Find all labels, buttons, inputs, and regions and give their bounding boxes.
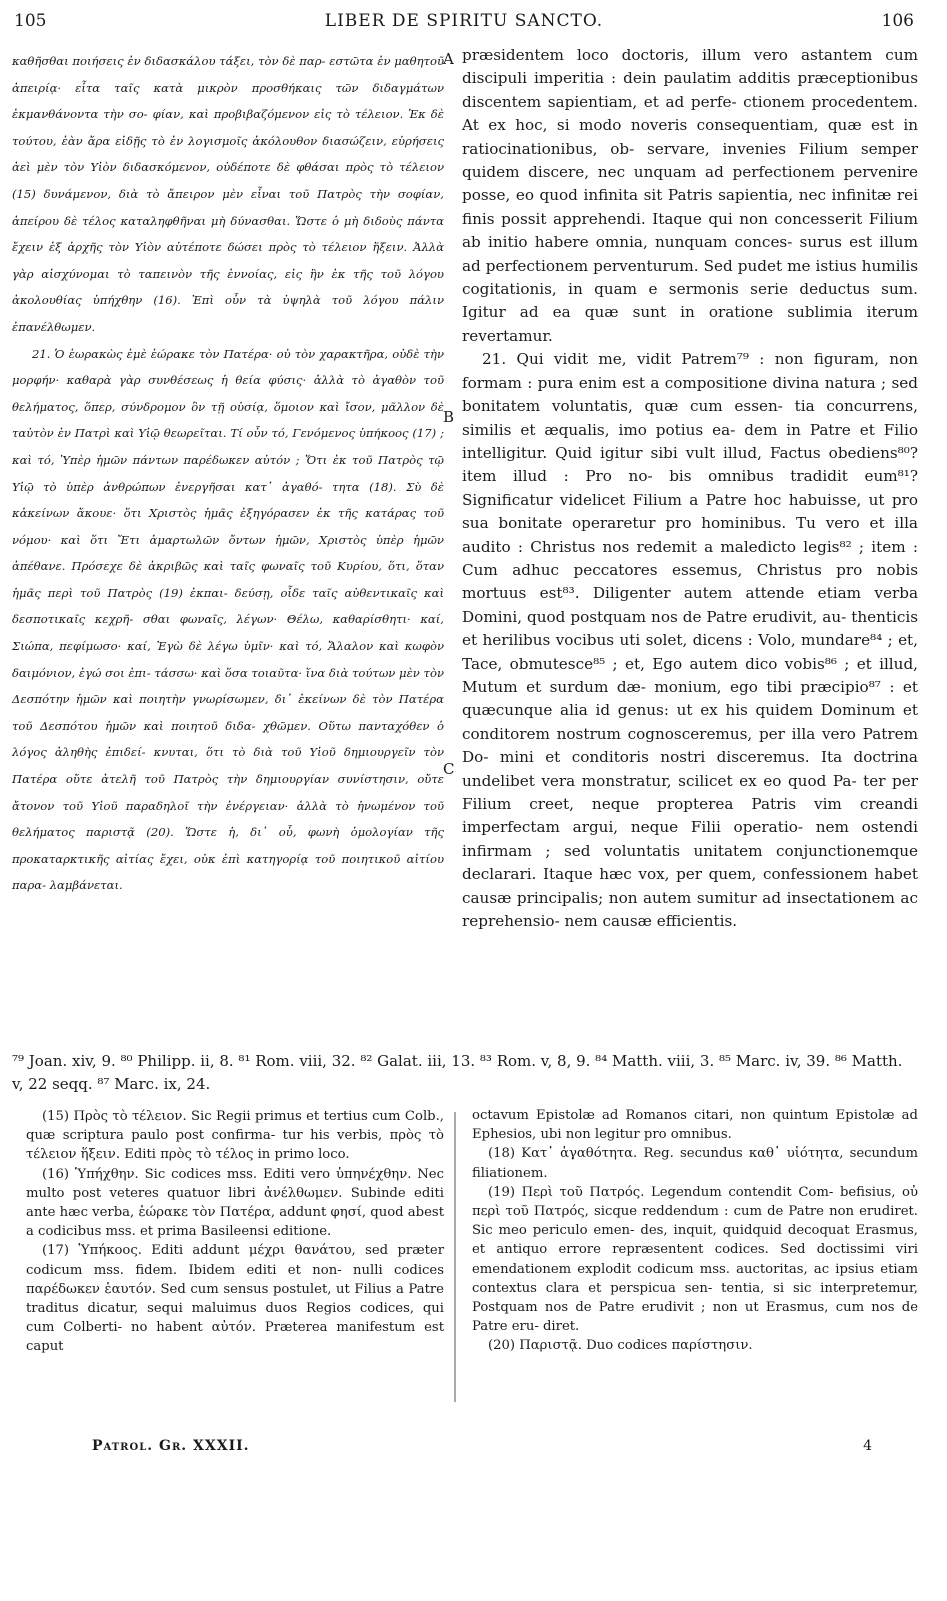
footnote: (20) Παριστᾷ. Duo codices παρίστησιν. [488, 1338, 753, 1354]
page-header [14, 8, 914, 34]
volume-signature: Patrol. Gr. XXXII. [92, 1438, 250, 1454]
margin-letter-a: A [443, 50, 454, 68]
page-number-right: 106 [881, 11, 914, 31]
signature-mark: 4 [863, 1438, 872, 1454]
footnote: octavum Epistolæ ad Romanos citari, non quintum Epistolæ ad Ephesios, ubi non legitur pro omnibus. [472, 1108, 918, 1143]
footnote: (19) Περὶ τοῦ Πατρός. Legendum contendit Com- befisius, οὐ περὶ τοῦ Πατρός, sicque reddendum : cum de Patre non erudiret. Sic meo periculo emen- des, inquit, quidquid decoquat Erasmus, et antiquo errore repræsentent codices. Sed doctissimi viri emendationem explodit codicum mss. auctoritas, ac ipsius etiam contextus clara et perspicua sen- tentia, si sic interpretemur, Postquam nos de Patre erudivit ; non ut Erasmus, cum nos de Patre eru- diret. [472, 1184, 918, 1335]
margin-letter-b: B [443, 408, 455, 426]
column-separator [451, 1112, 459, 1402]
footnote: (18) Κατ᾽ ἀγαθότητα. Reg. secundus καθ᾽ υἱότητα, secundum filiationem. [472, 1146, 918, 1181]
footnotes-left-column [26, 1107, 444, 1357]
latin-paragraph: 21. Qui vidit me, vidit Patrem⁷⁹ : non figuram, non formam : pura enim est a compositione divina natura ; sed bonitatem voluntatis, quæ cum essen- tia concurrens, similis et æqualis, imo potius ea- dem in Patre et Filio intelligitur. Quid igitur sibi vult illud, Factus obediens⁸⁰? item illud : Pro no- bis omnibus tradidit eum⁸¹? Significatur videlicet Filium a Patre hoc habuisse, ut pro sua bonitate operaretur pro hominibus. Tu vero et illa audito : Christus nos redemit a maledicto legis⁸² ; item : Cum adhuc peccatores essemus, Christus pro nobis mortuus est⁸³. Diligenter autem attende etiam verba Domini, quod postquam nos de Patre erudivit, au- thenticis et herilibus vocibus uti solet, dicens : Volo, mundare⁸⁴ ; et, Tace, obmutesce⁸⁵ ; et, Ego autem dico vobis⁸⁶ ; et illud, Mutum et surdum dæ- monium, ego tibi præcipio⁸⁷ : et quæcunque alia id genus: ut ex his quidem Dominum et conditorem nostrum cognosceremus, per illa vero Patrem Do- mini et conditoris nostri disceremus. Ita doctrina undelibet vera monstratur, scilicet ex eo quod Pa- ter per Filium creet, neque propterea Patris vim creandi imperfectam argui, neque Filii operatio- nem ostendi infirmam ; sed voluntatis unitatem conjunctionemque declarari. Itaque hæc vox, per quem, confessionem habet causæ principalis; non autem sumitur ad insectationem ac reprehensio- nem causæ efficientis. [462, 350, 918, 931]
margin-letter-c: C [443, 760, 455, 778]
greek-text-column [12, 48, 444, 899]
footnotes-right-column [472, 1106, 918, 1356]
greek-paragraph: καθῆσθαι ποιήσεις ἐν διδασκάλου τάξει, τὸν δὲ παρ- εστῶτα ἐν μαθητοῦ ἀπειρίᾳ· εἶτα ταῖς κατὰ μικρὸν προσθήκαις τῶν διδαγμάτων ἐκμανθάνοντα τὴν σο- φίαν, καὶ προβιβαζόμενον εἰς τὸ τέλειον. Ἐκ δὲ τούτου, ἐὰν ἄρα εἰδῇς τὸ ἐν λογισμοῖς ἀκόλουθον διασώζειν, εὑρήσεις ἀεὶ μὲν τὸν Υἱὸν διδασκόμενον, οὐδέποτε δὲ φθάσαι πρὸς τὸ τέλειον (15) δυνάμενον, διὰ τὸ ἄπειρον μὲν εἶναι τοῦ Πατρὸς τὴν σοφίαν, ἀπείρου δὲ τέλος καταληφθῆναι μὴ δύνασθαι. Ὥστε ὁ μὴ διδοὺς πάντα ἔχειν ἐξ ἀρχῆς τὸν Υἱὸν αὐτέποτε δώσει πρὸς τὸ τέλειον ἥξειν. Ἀλλὰ γὰρ αἰσχύνομαι τὸ ταπεινὸν τῆς ἐννοίας, εἰς ἣν ἐκ τῆς τοῦ λόγου ἀκολουθίας ὑπήχθην (16). Ἐπὶ οὖν τὰ ὑψηλὰ τοῦ λόγου πάλιν ἐπανέλθωμεν. [12, 54, 444, 334]
page-number-left: 105 [14, 11, 47, 31]
running-title: LIBER DE SPIRITU SANCTO. [324, 11, 604, 31]
latin-paragraph: præsidentem loco doctoris, illum vero astantem cum discipuli imperitia : dein paulatim additis præceptionibus discentem sapientiam, et ad perfe- ctionem procedentem. At ex hoc, si modo noveris consequentiam, quæ est in ratiocinationibus, ob- servare, invenies Filium semper quidem discere, nec unquam ad perfectionem pervenire posse, eo quod infinita sit Patris sapientia, nec infinitæ rei finis possit apprehendi. Itaque qui non concesserit Filium ab initio habere omnia, nunquam conces- surus est illum ad perfectionem perventurum. Sed pudet me istius humilis cogitationis, in quam e sermonis serie deductus sum. Igitur ad ea quæ sunt in oratione sublimia iterum revertamur. [462, 46, 918, 345]
greek-paragraph: 21. Ὁ ἑωρακὼς ἐμὲ ἑώρακε τὸν Πατέρα· οὐ τὸν χαρακτῆρα, οὐδὲ τὴν μορφήν· καθαρὰ γὰρ συνθέσεως ἡ θεία φύσις· ἀλλὰ τὸ ἀγαθὸν τοῦ θελήματος, ὅπερ, σύνδρομον ὂν τῇ οὐσίᾳ, ὅμοιον καὶ ἴσον, μᾶλλον δὲ ταὐτὸν ἐν Πατρὶ καὶ Υἱῷ θεωρεῖται. Τί οὖν τό, Γενόμενος ὑπήκοος (17) ; καὶ τό, Ὑπὲρ ἡμῶν πάντων παρέδωκεν αὐτόν ; Ὅτι ἐκ τοῦ Πατρὸς τῷ Υἱῷ τὸ ὑπὲρ ἀνθρώπων ἐνεργῆσαι κατ᾽ ἀγαθό- τητα (18). Σὺ δὲ κἀκείνων ἄκουε· ὅτι Χριστὸς ἡμᾶς ἐξηγόρασεν ἐκ τῆς κατάρας τοῦ νόμου· καὶ ὅτι Ἔτι ἁμαρτωλῶν ὄντων ἡμῶν, Χριστὸς ὑπὲρ ἡμῶν ἀπέθανε. Πρόσεχε δὲ ἀκριβῶς καὶ ταῖς φωναῖς τοῦ Κυρίου, ὅτι, ὅταν ἡμᾶς περὶ τοῦ Πατρὸς (19) ἐκπαι- δεύσῃ, οἶδε ταῖς αὐθεντικαῖς καὶ δεσποτικαῖς κεχρῆ- σθαι φωναῖς, λέγων· Θέλω, καθαρίσθητι· καί, Σιώπα, πεφίμωσο· καί, Ἐγὼ δὲ λέγω ὑμῖν· καὶ τό, Ἄλαλον καὶ κωφὸν δαιμόνιον, ἐγώ σοι ἐπι- τάσσω· καὶ ὅσα τοιαῦτα· ἵνα διὰ τούτων μὲν τὸν Δεσπότην ἡμῶν καὶ ποιητὴν γνωρίσωμεν, δι᾽ ἐκείνων δὲ τὸν Πατέρα τοῦ Δεσπότου ἡμῶν καὶ ποιητοῦ διδα- χθῶμεν. Οὕτω πανταχόθεν ὁ λόγος ἀληθὴς ἐπιδεί- κνυται, ὅτι τὸ διὰ τοῦ Υἱοῦ δημιουργεῖν τὸν Πατέρα οὔτε ἀτελῆ τοῦ Πατρὸς τὴν δημιουργίαν συνίστησιν, οὔτε ἄτονον τοῦ Υἱοῦ παραδηλοῖ τὴν ἐνέργειαν· ἀλλὰ τὸ ἡνωμένον τοῦ θελήματος παριστᾷ (20). Ὥστε ἡ, δι᾽ οὗ, φωνὴ ὁμολογίαν τῆς προκαταρκτικῆς αἰτίας ἔχει, οὐκ ἐπὶ κατηγορίᾳ τοῦ ποιητικοῦ αἰτίου παρα- λαμβάνεται. [12, 346, 444, 893]
latin-text-column [462, 44, 918, 933]
scripture-references: ⁷⁹ Joan. xiv, 9. ⁸⁰ Philipp. ii, 8. ⁸¹ Rom. viii, 32. ⁸² Galat. iii, 13. ⁸³ Rom. v, 8, 9. ⁸⁴ Matth. viii, 3. ⁸⁵ Marc. iv, 39. ⁸⁶ Matth. v, 22 seqq. ⁸⁷ Marc. ix, 24. [12, 1052, 903, 1093]
footnote: (16) Ὑπήχθην. Sic codices mss. Editi vero ὑπηνέχθην. Nec multo post veteres quatuor libri ἀνέλθωμεν. Subinde editi ante hæc verba, ἑώρακε τὸν Πατέρα, addunt φησί, quod abest a codicibus mss. et prima Basileensi editione. [26, 1166, 444, 1240]
footnote: (15) Πρὸς τὸ τέλειον. Sic Regii primus et tertius cum Colb., quæ scriptura paulo post confirma- tur his verbis, πρὸς τὸ τέλειον ἥξειν. Editi πρὸς τὸ τέλος in primo loco. [26, 1109, 444, 1163]
footnote: (17) Ὑπήκοος. Editi addunt μέχρι θανάτου, sed præter codicum mss. fidem. Ibidem editi et non- nulli codices παρέδωκεν ἑαυτόν. Sed cum sensus postulet, ut Filius a Patre traditus dicatur, sequi maluimus duos Regios codices, qui cum Colberti- no habent αὐτόν. Præterea manifestum est caput [26, 1243, 444, 1355]
page-footer [92, 1438, 872, 1454]
